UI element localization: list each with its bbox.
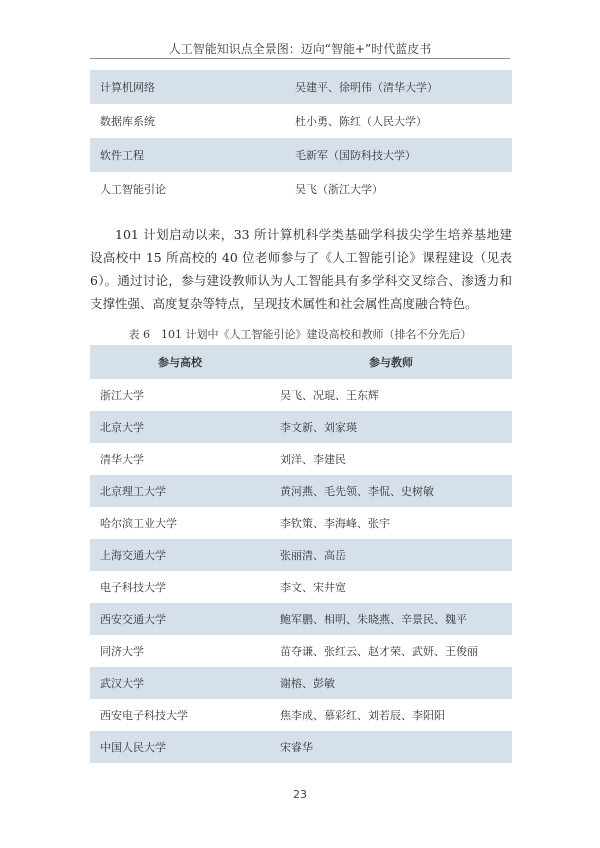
teachers-cell: 张丽清、高岳 <box>280 549 346 562</box>
table-row <box>90 138 512 172</box>
teachers-cell: 苗夺谦、张红云、赵才荣、武妍、王俊丽 <box>280 645 478 658</box>
school-cell: 同济大学 <box>100 645 144 658</box>
table-row <box>90 443 512 475</box>
teachers-cell: 宋睿华 <box>280 741 313 754</box>
table-row <box>90 699 512 731</box>
teachers-cell: 吴建平、徐明伟（清华大学） <box>295 81 438 94</box>
school-cell: 浙江大学 <box>100 389 144 402</box>
school-cell: 电子科技大学 <box>100 581 166 594</box>
course-cell: 软件工程 <box>100 149 144 162</box>
school-cell: 西安电子科技大学 <box>100 709 188 722</box>
teachers-cell: 鲍军鹏、相明、朱晓燕、辛景民、魏平 <box>280 613 467 626</box>
school-teacher-table <box>90 345 512 763</box>
teachers-cell: 谢榕、彭敏 <box>280 677 335 690</box>
table-row <box>90 539 512 571</box>
table-row <box>90 667 512 699</box>
school-cell: 上海交通大学 <box>100 549 166 562</box>
course-cell: 人工智能引论 <box>100 183 166 196</box>
column-header-teachers: 参与教师 <box>369 356 413 369</box>
course-teacher-table <box>90 70 512 206</box>
table-row <box>90 104 512 138</box>
table-header-row <box>90 345 512 379</box>
school-cell: 清华大学 <box>100 453 144 466</box>
header-rule <box>90 58 510 59</box>
course-cell: 数据库系统 <box>100 115 155 128</box>
teachers-cell: 李钦策、李海峰、张宇 <box>280 517 390 530</box>
teachers-cell: 焦李成、慕彩红、刘若辰、李阳阳 <box>280 709 445 722</box>
table-row <box>90 379 512 411</box>
school-cell: 北京大学 <box>100 421 144 434</box>
school-cell: 北京理工大学 <box>100 485 166 498</box>
table-row <box>90 731 512 763</box>
page-number: 23 <box>293 788 307 801</box>
table-row <box>90 603 512 635</box>
school-cell: 哈尔滨工业大学 <box>100 517 177 530</box>
school-cell: 中国人民大学 <box>100 741 166 754</box>
column-header-school: 参与高校 <box>158 356 202 369</box>
school-cell: 西安交通大学 <box>100 613 166 626</box>
teachers-cell: 刘洋、李建民 <box>280 453 346 466</box>
table-row <box>90 70 512 104</box>
school-cell: 武汉大学 <box>100 677 144 690</box>
teachers-cell: 吴飞、况琨、王东辉 <box>280 389 379 402</box>
teachers-cell: 吴飞（浙江大学） <box>295 183 383 196</box>
teachers-cell: 毛新军（国防科技大学） <box>295 149 416 162</box>
table-row <box>90 172 512 206</box>
table-row <box>90 635 512 667</box>
table-row <box>90 571 512 603</box>
page-header-title: 人工智能知识点全景图：迈向“智能+”时代蓝皮书 <box>168 42 432 56</box>
body-paragraph: 101 计划启动以来，33 所计算机科学类基础学科拔尖学生培养基地建设高校中 15 所高校的 40 位老师参与了《人工智能引论》课程建设（见表 6）。通过讨论，参与建设教师认为人工智能具有多学科交叉综合、渗透力和支撑性强、高度复杂等特点，呈现技术属性和社会属性高度融合特色。 <box>90 227 512 311</box>
table-row <box>90 507 512 539</box>
teachers-cell: 黄河燕、毛先领、李侃、史树敏 <box>280 485 434 498</box>
course-cell: 计算机网络 <box>100 81 155 94</box>
table-caption: 表 6 101 计划中《人工智能引论》建设高校和教师（排名不分先后） <box>128 328 472 341</box>
table-row <box>90 475 512 507</box>
table-row <box>90 411 512 443</box>
teachers-cell: 李文、宋井宽 <box>280 581 346 594</box>
teachers-cell: 杜小勇、陈红（人民大学） <box>295 115 427 128</box>
teachers-cell: 李文新、刘家瑛 <box>280 421 357 434</box>
